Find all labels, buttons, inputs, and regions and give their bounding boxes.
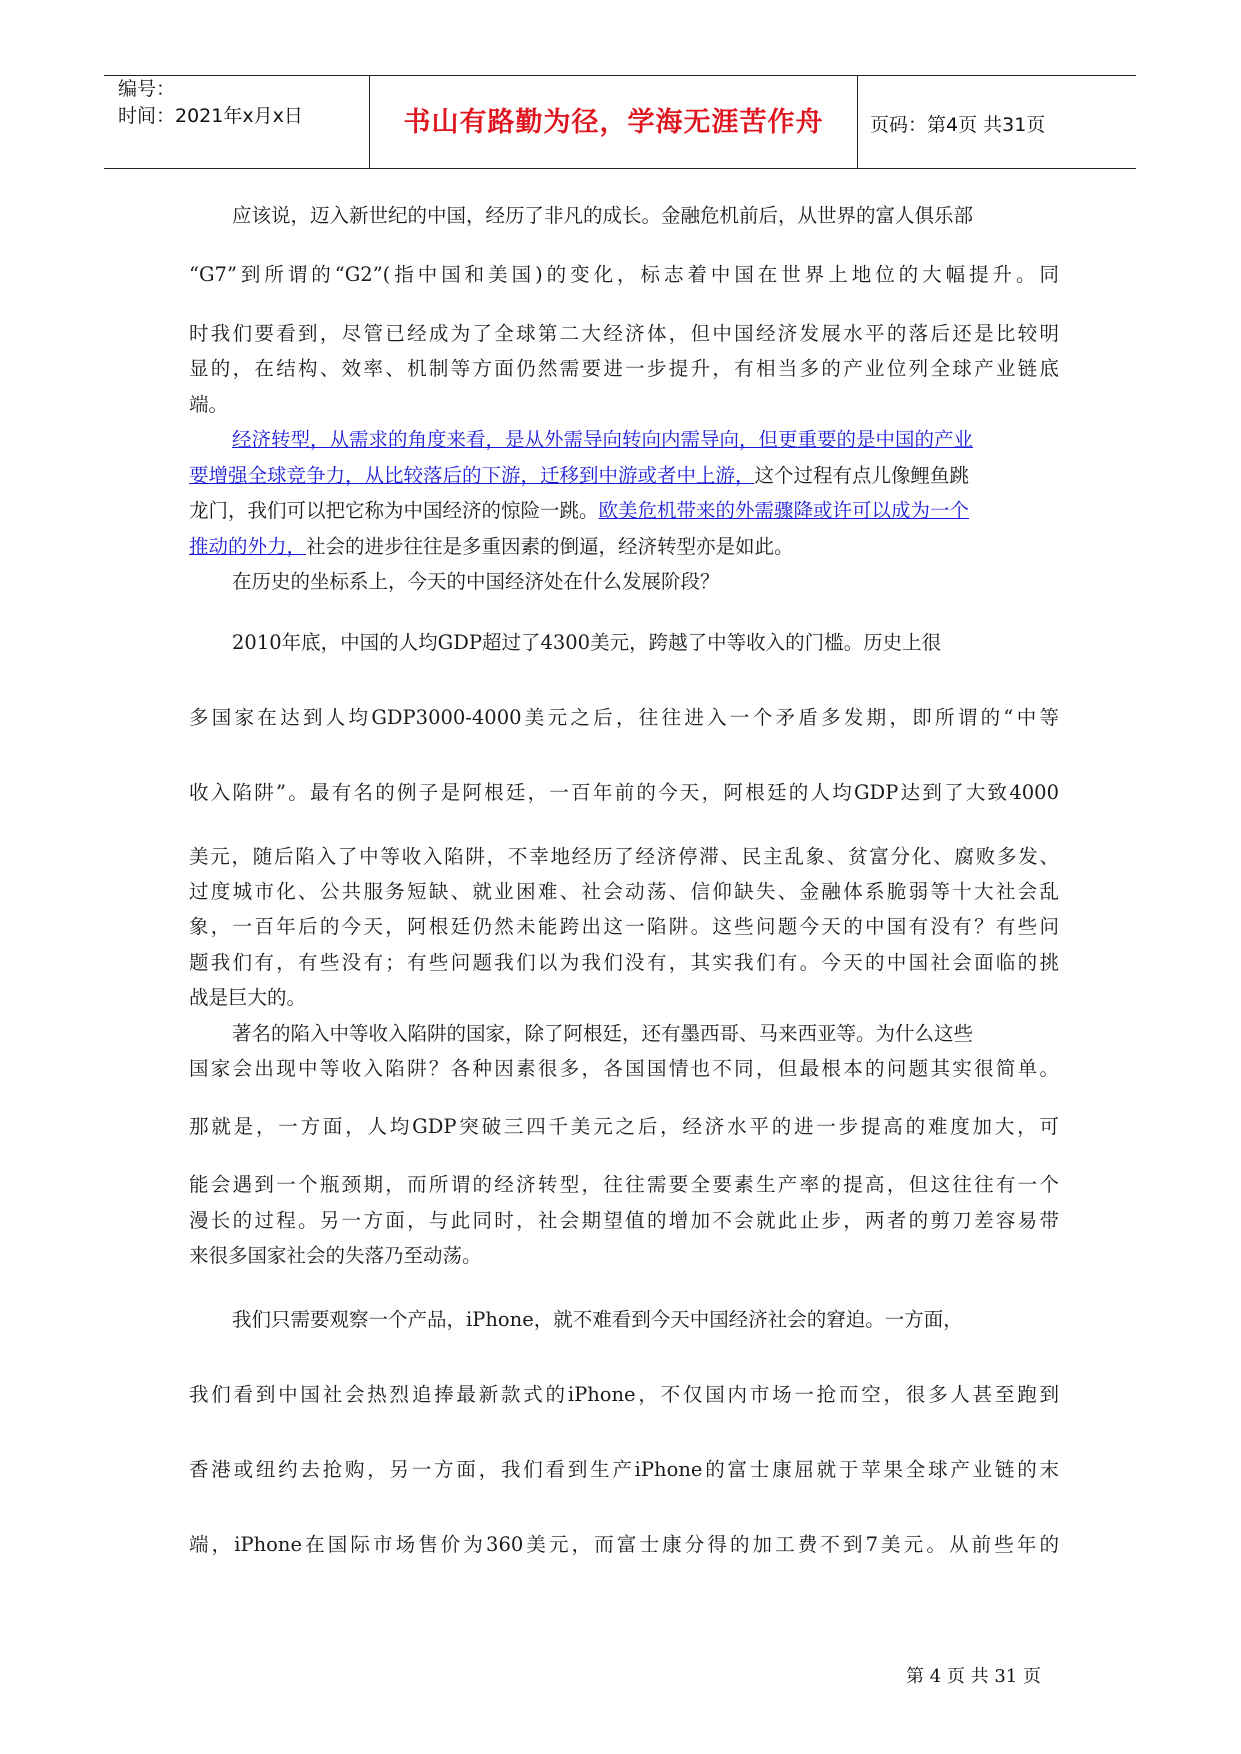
header-page-code: 页码：第4页 共31页: [870, 114, 1046, 136]
text-line: 我们只需要观察一个产品，iPhone，就不难看到今天中国经济社会的窘迫。一方面，: [232, 1308, 963, 1331]
text-line: 端。: [189, 393, 229, 416]
text-line: 香港或纽约去抢购，另一方面，我们看到生产iPhone的富士康屈就于苹果全球产业链的末: [189, 1458, 1059, 1481]
hyperlink-text[interactable]: 要增强全球竞争力，从比较落后的下游，迁移到中游或者中上游，: [189, 464, 755, 487]
text-line: 2010年底，中国的人均GDP超过了4300美元，跨越了中等收入的门槛。历史上很: [232, 631, 942, 654]
header-number-label: 编号：: [118, 78, 176, 100]
header-meta: [118, 76, 303, 130]
text-line: 在历史的坐标系上，今天的中国经济处在什么发展阶段？: [232, 570, 720, 593]
text-line: 象，一百年后的今天，阿根廷仍然未能跨出这一陷阱。这些问题今天的中国有没有？有些问: [189, 915, 1059, 938]
text-span: 龙门，我们可以把它称为中国经济的惊险一跳。: [189, 499, 599, 522]
text-line: 美元，随后陷入了中等收入陷阱，不幸地经历了经济停滞、民主乱象、贫富分化、腐败多发、: [189, 845, 1059, 868]
text-line-link: [189, 424, 1059, 452]
hyperlink-text[interactable]: 推动的外力，: [189, 535, 307, 558]
page-footer: 第 4 页 共 31 页: [906, 1666, 1041, 1687]
text-line: 那就是，一方面，人均GDP突破三四千美元之后，经济水平的进一步提高的难度加大，可: [189, 1115, 1059, 1138]
hyperlink-text[interactable]: 欧美危机带来的外需骤降或许可以成为一个: [598, 499, 970, 522]
text-line: 漫长的过程。另一方面，与此同时，社会期望值的增加不会就此止步，两者的剪刀差容易带: [189, 1209, 1059, 1232]
text-line: 国家会出现中等收入陷阱？各种因素很多，各国国情也不同，但最根本的问题其实很简单。: [189, 1057, 1059, 1080]
hyperlink-text[interactable]: 经济转型，从需求的角度来看，是从外需导向转向内需导向，但更重要的是中国的产业: [232, 428, 974, 451]
text-line: [189, 495, 1059, 523]
text-line: 能会遇到一个瓶颈期，而所谓的经济转型，往往需要全要素生产率的提高，但这往往有一个: [189, 1173, 1059, 1196]
text-line: 应该说，迈入新世纪的中国，经历了非凡的成长。金融危机前后，从世界的富人俱乐部: [232, 204, 974, 227]
text-line: 端，iPhone在国际市场售价为360美元，而富士康分得的加工费不到7美元。从前些年的: [189, 1533, 1059, 1556]
header-motto: 书山有路勤为径，学海无涯苦作舟: [403, 107, 824, 138]
text-line: 题我们有，有些没有；有些问题我们以为我们没有，其实我们有。今天的中国社会面临的挑: [189, 951, 1059, 974]
header-bottom-rule: [104, 168, 1136, 169]
text-line: 显的，在结构、效率、机制等方面仍然需要进一步提升，有相当多的产业位列全球产业链底: [189, 357, 1059, 380]
header-divider-right: [857, 75, 858, 168]
text-line: 多国家在达到人均GDP3000-4000美元之后，往往进入一个矛盾多发期，即所谓的“中等: [189, 706, 1059, 729]
text-line: 著名的陷入中等收入陷阱的国家，除了阿根廷，还有墨西哥、马来西亚等。为什么这些: [232, 1022, 974, 1045]
text-line: 过度城市化、公共服务短缺、就业困难、社会动荡、信仰缺失、金融体系脆弱等十大社会乱: [189, 880, 1059, 903]
text-line: 时我们要看到，尽管已经成为了全球第二大经济体，但中国经济发展水平的落后还是比较明: [189, 322, 1059, 345]
text-line: 战是巨大的。: [189, 986, 307, 1009]
text-line: [189, 460, 1059, 488]
text-span: 这个过程有点儿像鲤鱼跳: [754, 464, 970, 487]
text-line: 来很多国家社会的失落乃至动荡。: [189, 1244, 482, 1267]
text-line: “G7”到所谓的“G2”(指中国和美国)的变化，标志着中国在世界上地位的大幅提升。同: [189, 263, 1059, 286]
header-time-label: 时间：2021年x月x日: [118, 105, 303, 127]
text-line: 收入陷阱”。最有名的例子是阿根廷，一百年前的今天，阿根廷的人均GDP达到了大致4000: [189, 781, 1059, 804]
text-line: 我们看到中国社会热烈追捧最新款式的iPhone，不仅国内市场一抢而空，很多人甚至跑到: [189, 1383, 1059, 1406]
text-span: 社会的进步往往是多重因素的倒逼，经济转型亦是如此。: [306, 535, 794, 558]
text-line: [189, 531, 1059, 559]
